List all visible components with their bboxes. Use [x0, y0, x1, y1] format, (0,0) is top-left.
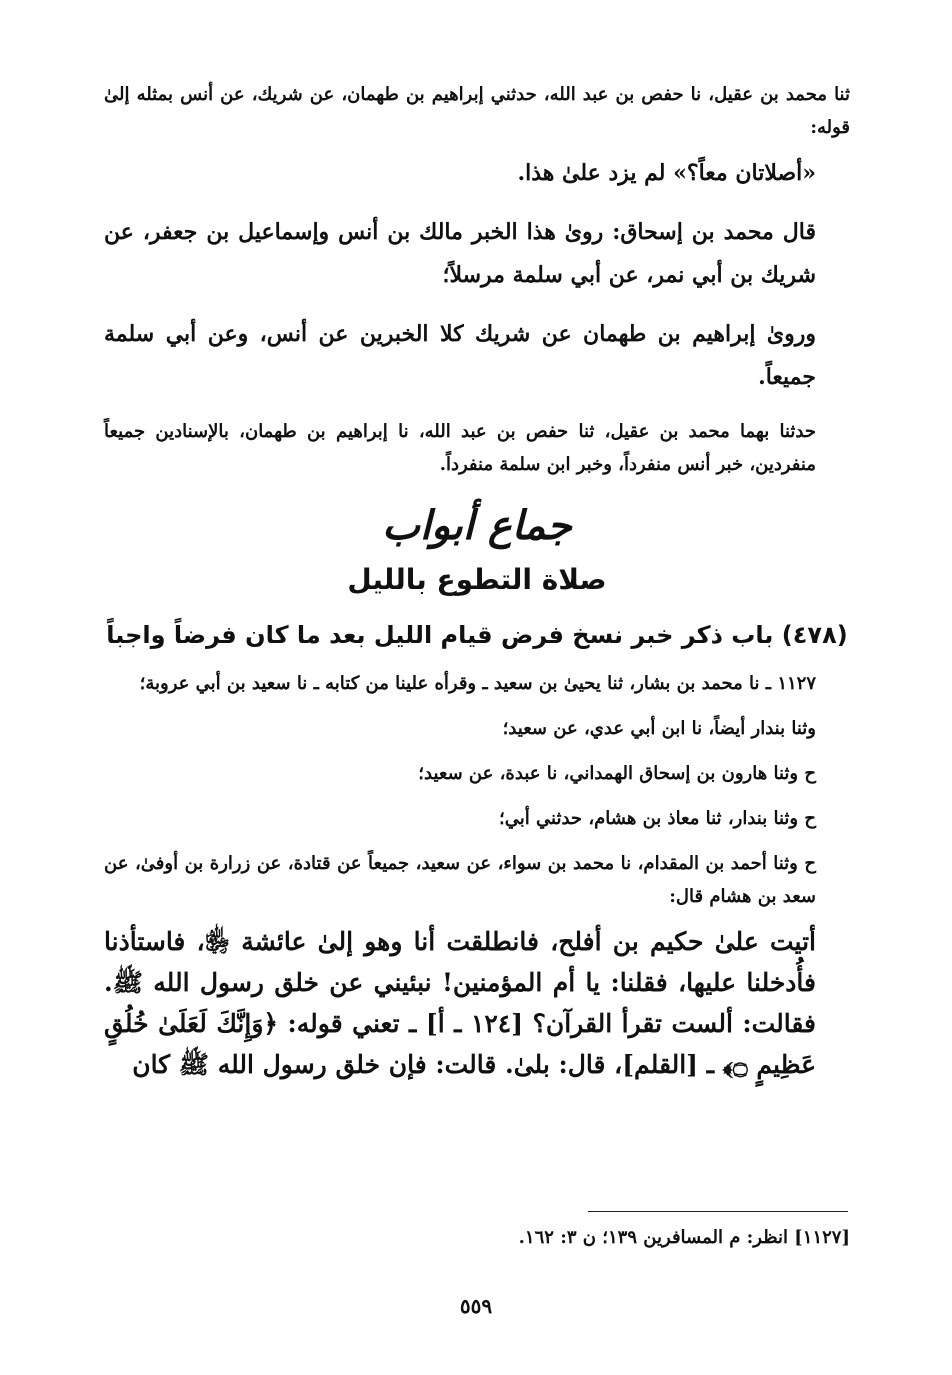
footnote: [١١٢٧] انظر: م المسافرين ١٣٩؛ ن ٣: ١٦٢. — [518, 1227, 850, 1248]
isnad-paragraph: حدثنا بهما محمد بن عقيل، ثنا حفص بن عبد الله، نا إبراهيم بن طهمان، بالإسنادين جميعاً منفردين، خبر أنس منفرداً، وخبر ابن سلمة منفرداً. — [104, 421, 816, 475]
hadith-isnad-line: ح وثنا أحمد بن المقدام، نا محمد بن سواء، عن سعيد، جميعاً عن قتادة، عن زرارة بن أوفىٰ، عن سعد بن هشام قال: — [104, 853, 816, 907]
commentary-paragraph: وروىٰ إبراهيم بن طهمان عن شريك كلا الخبرين عن أنس، وعن أبي سلمة جميعاً. — [104, 321, 816, 390]
ornamental-heading: جماع أبواب — [382, 502, 572, 549]
hadith-isnad-line: وثنا بندار أيضاً، نا ابن أبي عدي، عن سعيد؛ — [502, 718, 816, 739]
quote-paragraph: «أصلاتان معاً؟» لم يزد علىٰ هذا. — [517, 160, 816, 186]
hadith-matn: أتيت علىٰ حكيم بن أفلح، فانطلقت أنا وهو إلىٰ عائشة ﵂، فاستأذنا فأُدخلنا عليها، فقلنا: يا أم المؤمنين! نبئيني عن خلق رسول الله ﷺ. فقالت: ألست تقرأ القرآن؟ [١٢٤ ـ أ] ـ تعني قوله: ﴿وَإِنَّكَ لَعَلَىٰ خُلُقٍ عَظِيمٍ ۝﴾ ـ [القلم]، قال: بلىٰ. قالت: فإن خلق رسول الله ﷺ كان — [104, 927, 816, 1079]
isnad-paragraph: ثنا محمد بن عقيل، نا حفص بن عبد الله، حدثني إبراهيم بن طهمان، عن شريك، عن أنس بمثله إلىٰ قوله: — [104, 84, 850, 138]
hadith-isnad-line: ١١٢٧ ـ نا محمد بن بشار، ثنا يحيىٰ بن سعيد ـ وقرأه علينا من كتابه ـ نا سعيد بن أبي عروبة؛ — [139, 673, 816, 694]
section-title: صلاة التطوع بالليل — [347, 563, 607, 596]
footnote-divider — [588, 1211, 848, 1212]
hadith-isnad-line: ح وثنا هارون بن إسحاق الهمداني، نا عبدة، عن سعيد؛ — [418, 763, 816, 784]
page-body — [104, 78, 850, 1085]
page-number: ٥٥٩ — [459, 1294, 493, 1318]
hadith-isnad-line: ح وثنا بندار، ثنا معاذ بن هشام، حدثني أبي؛ — [499, 808, 816, 829]
commentary-paragraph: قال محمد بن إسحاق: روىٰ هذا الخبر مالك بن أنس وإسماعيل بن جعفر، عن شريك بن أبي نمر، عن أبي سلمة مرسلاً؛ — [104, 219, 816, 288]
chapter-title: (٤٧٨) باب ذكر خبر نسخ فرض قيام الليل بعد ما كان فرضاً واجباً — [106, 621, 848, 649]
